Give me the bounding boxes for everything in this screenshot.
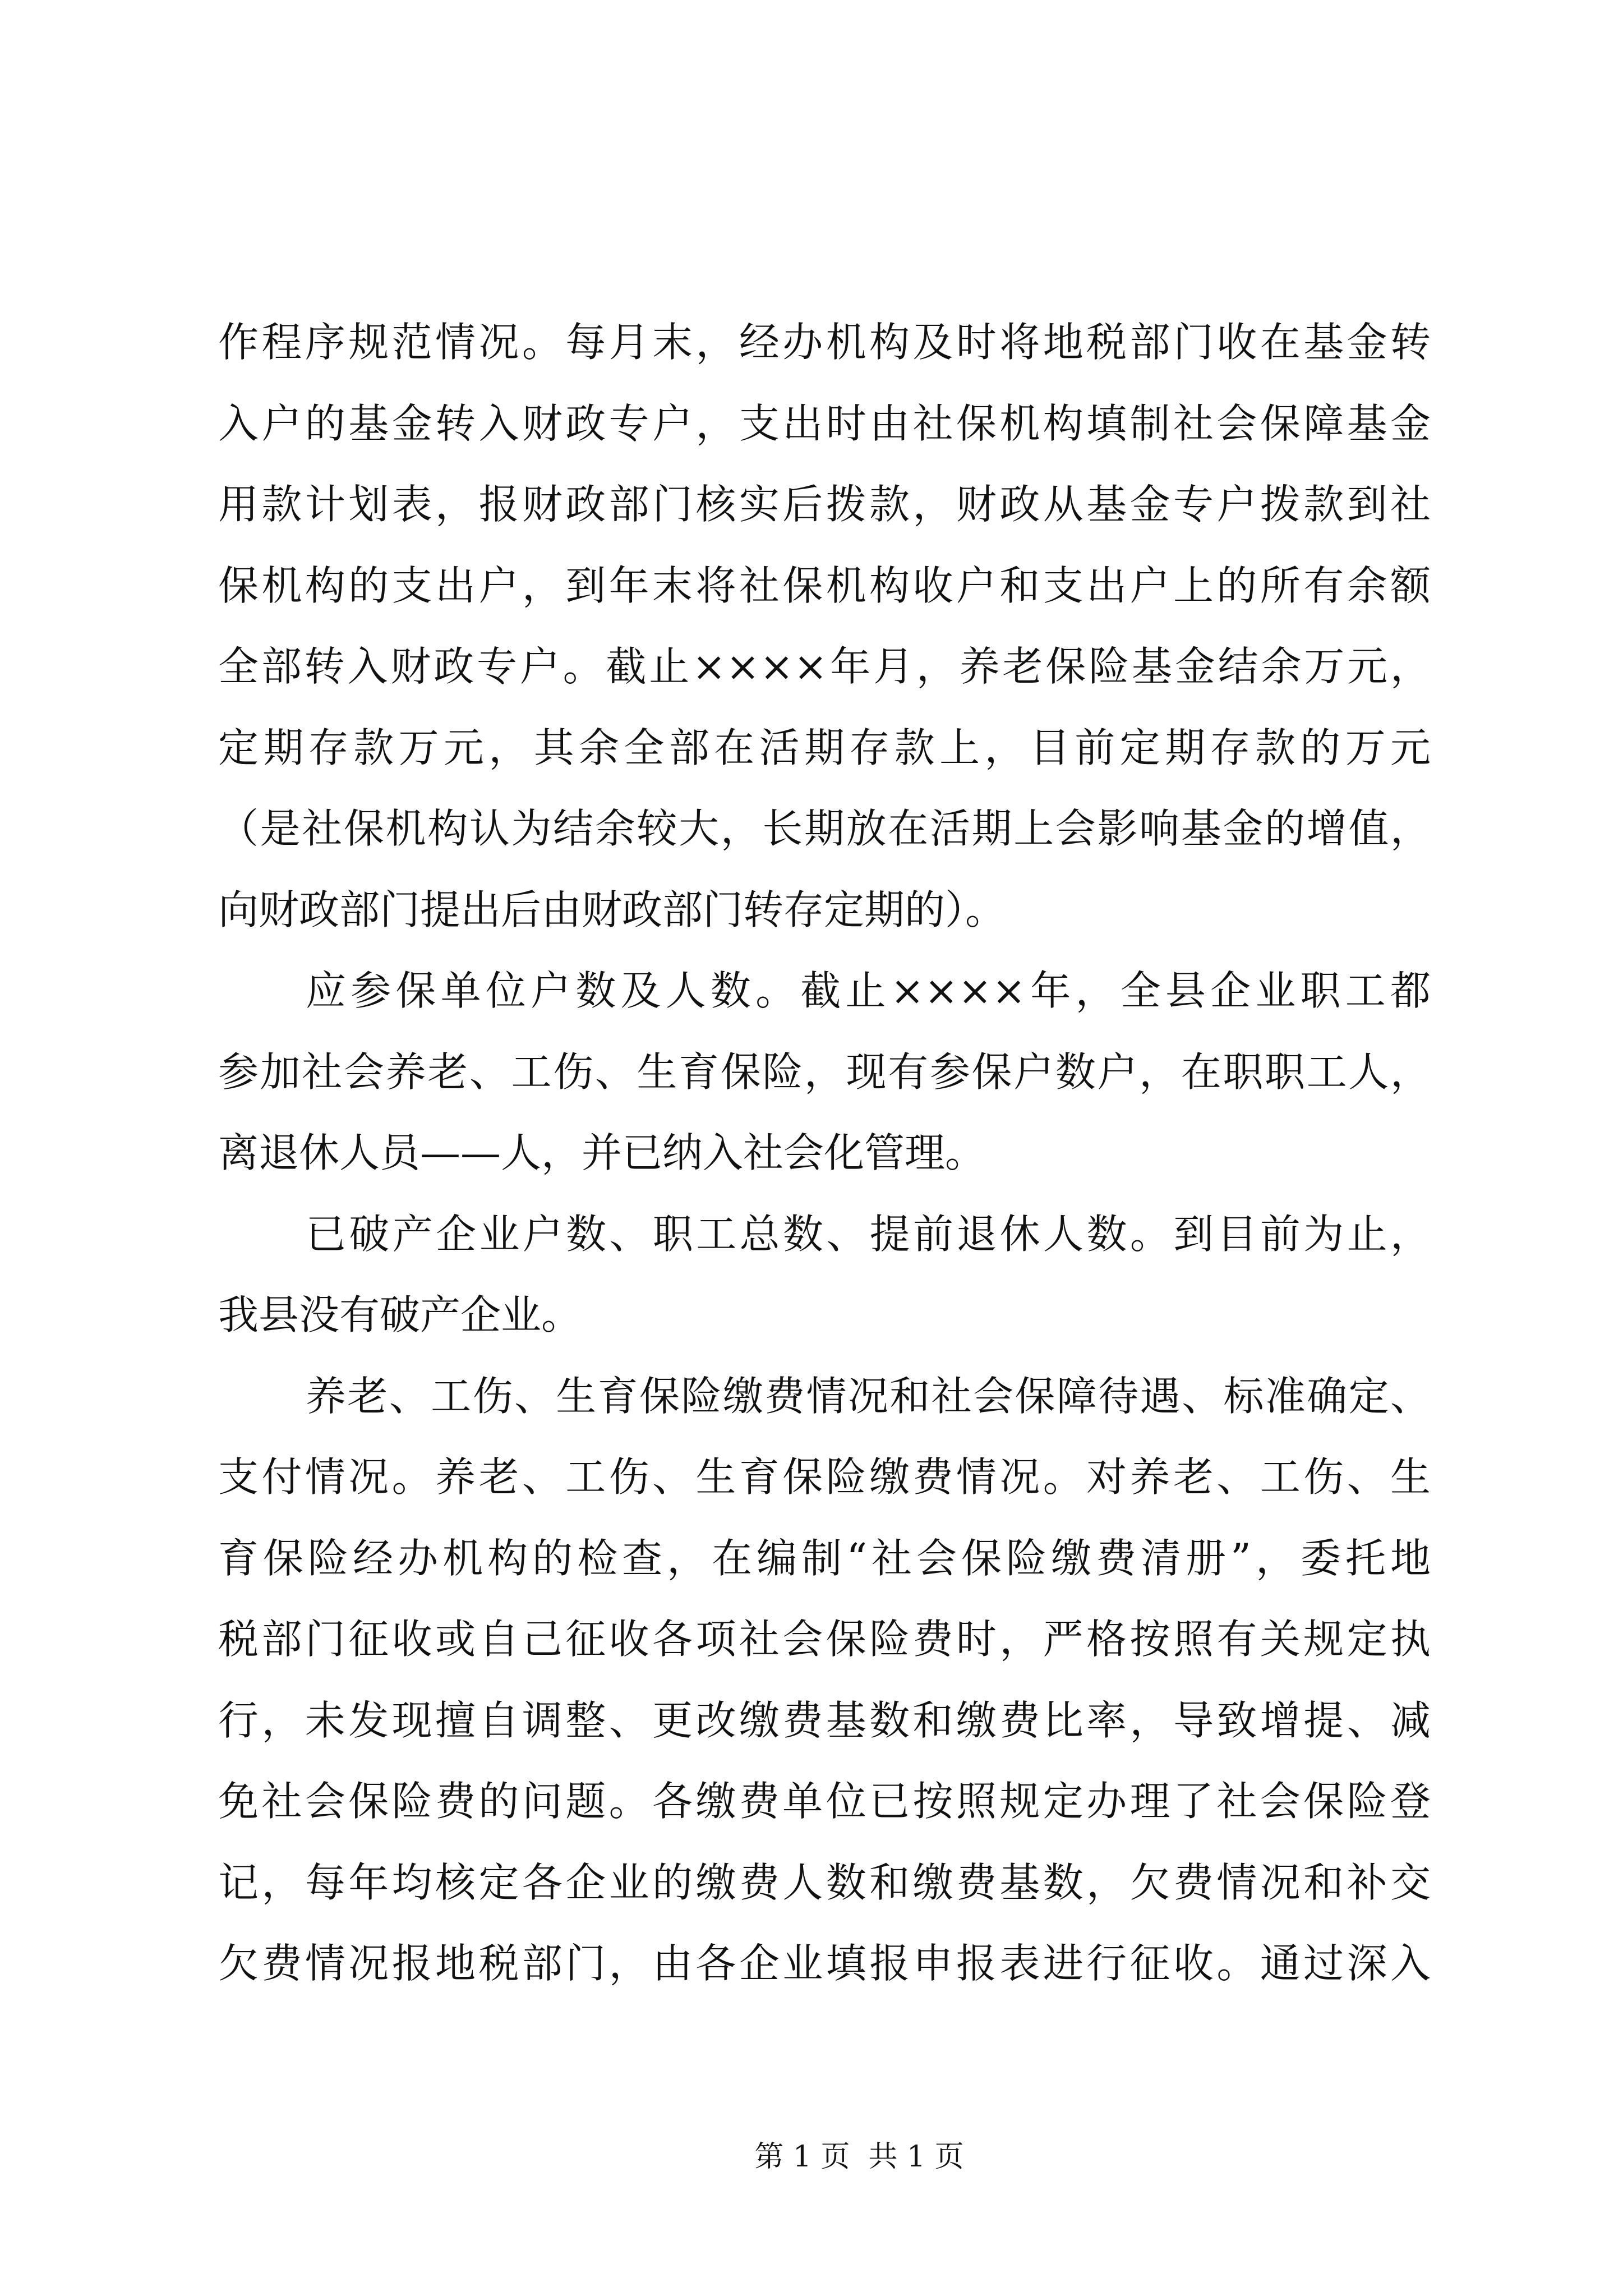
text-line: 离退休人员——人，并已纳入社会化管理。 — [218, 1129, 986, 1176]
text-line: 行，未发现擅自调整、更改缴费基数和缴费比率，导致增提、减 — [218, 1696, 1431, 1744]
text-line: 欠费情况报地税部门，由各企业填报申报表进行征收。通过深入 — [218, 1940, 1431, 1987]
page-number-footer: 第 1 页 共 1 页 — [754, 2140, 964, 2174]
text-line: 养老、工伤、生育保险缴费情况和社会保障待遇、标准确定、 — [306, 1372, 1431, 1420]
text-line: 入户的基金转入财政专户，支出时由社保机构填制社会保障基金 — [218, 399, 1431, 447]
paragraph-bankrupt-enterprises — [218, 1194, 1431, 1356]
text-line: 作程序规范情况。每月末，经办机构及时将地税部门收在基金转 — [218, 319, 1431, 366]
text-line: 免社会保险费的问题。各缴费单位已按照规定办理了社会保险登 — [218, 1778, 1431, 1825]
text-line: （是社保机构认为结余较大，长期放在活期上会影响基金的增值， — [218, 805, 1431, 852]
text-line: 用款计划表，报财政部门核实后拨款，财政从基金专户拨款到社 — [218, 481, 1431, 528]
paragraph-insured-units — [218, 950, 1431, 1194]
text-line: 保机构的支出户，到年末将社保机构收户和支出户上的所有余额 — [218, 562, 1431, 609]
text-line: 向财政部门提出后由财政部门转存定期的）。 — [218, 886, 1006, 933]
text-line: 全部转入财政专户。截止××××年月，养老保险基金结余万元， — [218, 643, 1431, 690]
text-line: 已破产企业户数、职工总数、提前退休人数。到目前为止， — [306, 1210, 1431, 1258]
paragraph-fund-management — [218, 302, 1431, 950]
text-line: 参加社会养老、工伤、生育保险，现有参保户数户，在职职工人， — [218, 1048, 1431, 1096]
text-line: 支付情况。养老、工伤、生育保险缴费情况。对养老、工伤、生 — [218, 1453, 1431, 1501]
text-line: 育保险经办机构的检查，在编制“社会保险缴费清册”，委托地 — [218, 1534, 1431, 1582]
paragraph-contributions — [218, 1356, 1431, 2004]
text-line: 定期存款万元，其余全部在活期存款上，目前定期存款的万元 — [218, 724, 1431, 771]
text-line: 我县没有破产企业。 — [218, 1291, 582, 1338]
text-line: 税部门征收或自己征收各项社会保险费时，严格按照有关规定执 — [218, 1616, 1431, 1663]
text-line: 应参保单位户数及人数。截止××××年，全县企业职工都 — [306, 967, 1431, 1014]
document-body — [218, 302, 1431, 2004]
text-line: 记，每年均核定各企业的缴费人数和缴费基数，欠费情况和补交 — [218, 1858, 1431, 1906]
